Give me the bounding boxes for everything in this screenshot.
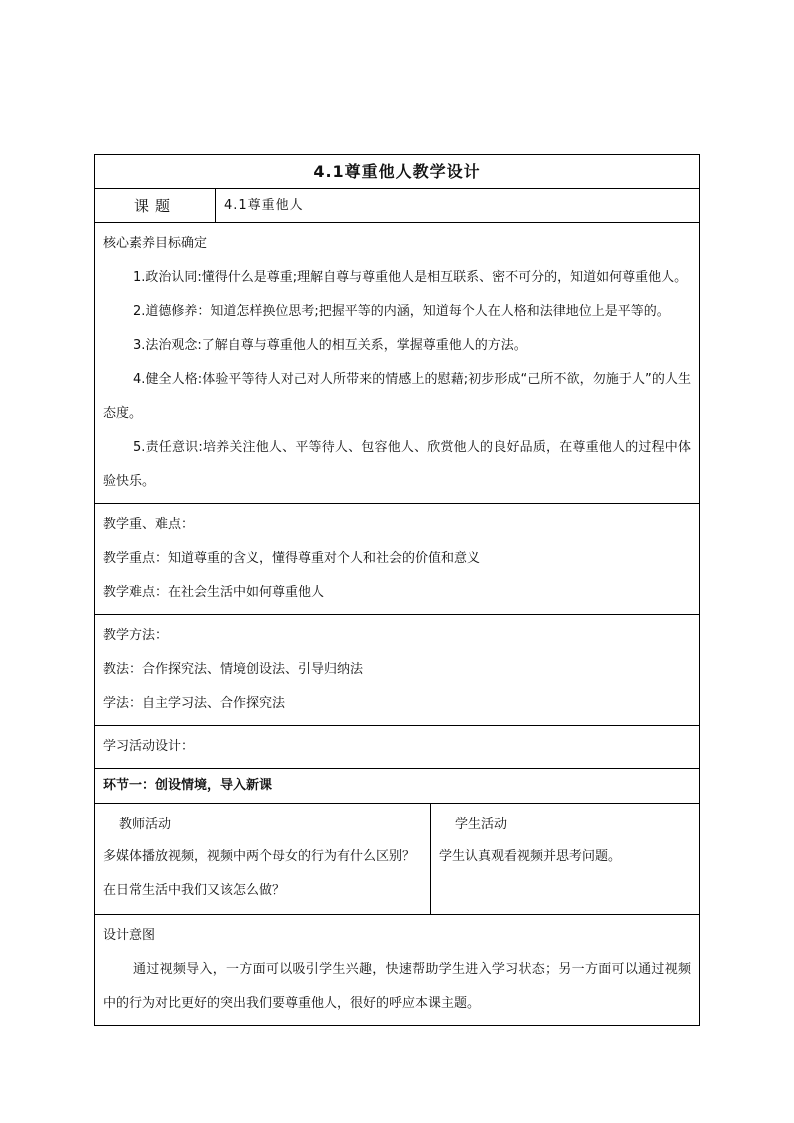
subject-row [95,189,699,223]
literacy-item: 4.健全人格:体验平等待人对己对人所带来的情感上的慰藉;初步形成“己所不欲，勿施于人”的人生态度。 [103,372,691,421]
activity-design-heading: 学习活动设计： [103,739,195,754]
stage-one-activities [95,804,699,915]
difficult-point: 教学难点：在社会生活中如何尊重他人 [103,585,325,600]
teaching-method: 教法：合作探究法、情境创设法、引导归纳法 [103,662,364,677]
student-activity-cell [431,804,699,914]
subject-label: 课题 [95,189,216,222]
lesson-plan-table [94,154,700,1026]
design-intent-section [95,915,699,1025]
document-title: 4.1尊重他人教学设计 [95,155,699,189]
literacy-item: 3.法治观念:了解自尊与尊重他人的相互关系，掌握尊重他人的方法。 [133,338,527,353]
literacy-item: 1.政治认同:懂得什么是尊重;理解自尊与尊重他人是相互联系、密不可分的，知道如何尊重他人。 [133,270,688,285]
student-activity-body: 学生认真观看视频并思考问题。 [439,849,622,864]
literacy-item: 5.责任意识:培养关注他人、平等待人、包容他人、欣赏他人的良好品质，在尊重他人的过程中体验快乐。 [103,440,691,489]
methods-heading: 教学方法： [103,628,169,643]
stage-one-title: 环节一：创设情境，导入新课 [95,769,699,804]
methods-section [95,615,699,726]
key-difficult-heading: 教学重、难点： [103,517,195,532]
design-intent-body: 通过视频导入，一方面可以吸引学生兴趣，快速帮助学生进入学习状态；另一方面可以通过视频中的行为对比更好的突出我们要尊重他人，很好的呼应本课主题。 [103,962,691,1011]
design-intent-heading: 设计意图 [103,928,156,943]
student-activity-heading: 学生活动 [455,817,508,832]
key-point: 教学重点：知道尊重的含义，懂得尊重对个人和社会的价值和意义 [103,551,481,566]
core-literacy-heading: 核心素养目标确定 [103,236,208,251]
subject-value: 4.1尊重他人 [224,198,304,213]
key-difficult-section [95,504,699,615]
teacher-activity-heading: 教师活动 [119,817,172,832]
teacher-activity-body: 多媒体播放视频，视频中两个母女的行为有什么区别？在日常生活中我们又该怎么做？ [103,849,416,898]
activity-design-section [95,726,699,769]
core-literacy-section [95,223,699,504]
learning-method: 学法：自主学习法、合作探究法 [103,696,286,711]
literacy-item: 2.道德修养：知道怎样换位思考;把握平等的内涵，知道每个人在人格和法律地位上是平等的。 [133,304,670,319]
teacher-activity-cell [95,804,431,914]
